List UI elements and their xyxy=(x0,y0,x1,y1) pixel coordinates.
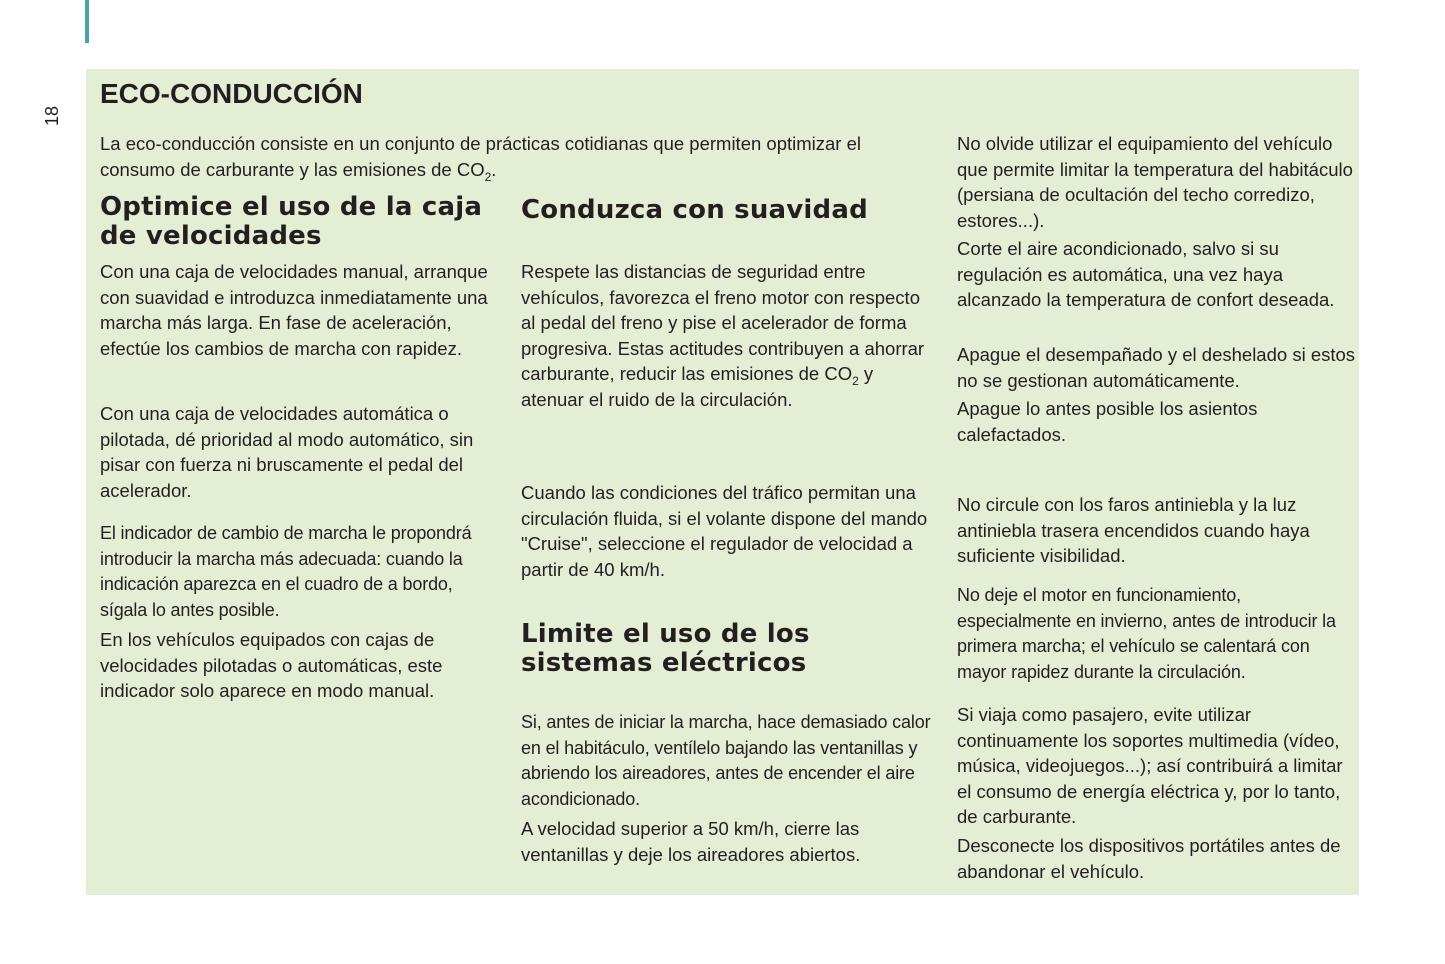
column3-paragraph-3: Apague el desempañado y el deshelado si estos no se gestionan automáticamente. xyxy=(957,344,1356,391)
column3-paragraph-4: Apague lo antes posible los asientos calefactados. xyxy=(957,398,1258,445)
section1-paragraph-1: Con una caja de velocidades manual, arranque con suavidad e introduzca inmediatamente una marcha más larga. En fase de aceleración, efectúe los cambios de marcha con rapidez. xyxy=(100,261,488,359)
section2-heading: Conduzca con suavidad xyxy=(521,195,868,225)
column3-paragraph-1: No olvide utilizar el equipamiento del vehículo que permite limitar la temperatura del habitáculo (persiana de ocultación del techo corredizo, estores...). xyxy=(957,133,1353,231)
page-title: ECO-CONDUCCIÓN xyxy=(100,78,363,109)
section1-heading: Optimice el uso de la caja de velocidades xyxy=(100,192,483,251)
section2-paragraph-1-end: y atenuar el ruido de la circulación. xyxy=(521,363,874,410)
section3-paragraph-1: Si, antes de iniciar la marcha, hace demasiado calor en el habitáculo, ventílelo bajando las ventanillas y abriendo los aireadores, antes de encender el aire acondicionado. xyxy=(521,712,931,809)
section3-heading: Limite el uso de los sistemas eléctricos xyxy=(521,619,810,678)
column3-paragraph-7: Si viaja como pasajero, evite utilizar continuamente los soportes multimedia (vídeo, música, videojuegos...); así contribuirá a limitar el consumo de energía eléctrica y, por lo tanto, de carburante. xyxy=(957,704,1343,827)
column3-paragraph-5: No circule con los faros antiniebla y la luz antiniebla trasera encendidos cuando haya suficiente visibilidad. xyxy=(957,494,1310,566)
intro-text: La eco-conducción consiste en un conjunto de prácticas cotidianas que permiten optimizar el consumo de carburante y las emisiones de CO xyxy=(100,133,862,180)
section1-paragraph-3: El indicador de cambio de marcha le propondrá introducir la marcha más adecuada: cuando la indicación aparezca en el cuadro de a bordo, sígala lo antes posible. xyxy=(100,523,472,620)
intro-paragraph xyxy=(100,131,900,182)
column3-paragraph-8: Desconecte los dispositivos portátiles antes de abandonar el vehículo. xyxy=(957,835,1341,882)
section2-paragraph-1 xyxy=(521,259,936,412)
page-edge-bar xyxy=(85,0,89,43)
column3-paragraph-6: No deje el motor en funcionamiento, especialmente en invierno, antes de introducir la primera marcha; el vehículo se calentará con mayor rapidez durante la circulación. xyxy=(957,585,1336,682)
intro-end: . xyxy=(491,158,497,180)
column3-paragraph-2: Corte el aire acondicionado, salvo si su regulación es automática, una vez haya alcanzado la temperatura de confort deseada. xyxy=(957,238,1335,310)
page-number: 18 xyxy=(41,105,62,127)
section2-paragraph-2: Cuando las condiciones del tráfico permitan una circulación fluida, si el volante dispone del mando "Cruise", seleccione el regulador de velocidad a partir de 40 km/h. xyxy=(521,482,928,580)
section1-paragraph-2: Con una caja de velocidades automática o pilotada, dé prioridad al modo automático, sin pisar con fuerza ni bruscamente el pedal del acelerador. xyxy=(100,403,474,501)
section2-paragraph-1-text: Respete las distancias de seguridad entre vehículos, favorezca el freno motor con respecto al pedal del freno y pise el acelerador de forma progresiva. Estas actitudes contribuyen a ahorrar carburante, reducir las emisiones de CO xyxy=(521,261,925,384)
co2-subscript: 2 xyxy=(852,374,859,388)
section1-paragraph-4: En los vehículos equipados con cajas de velocidades pilotadas o automáticas, este indicador solo aparece en modo manual. xyxy=(100,629,443,701)
intro-subscript: 2 xyxy=(484,169,492,184)
section3-paragraph-2: A velocidad superior a 50 km/h, cierre las ventanillas y deje los aireadores abiertos. xyxy=(521,818,861,865)
